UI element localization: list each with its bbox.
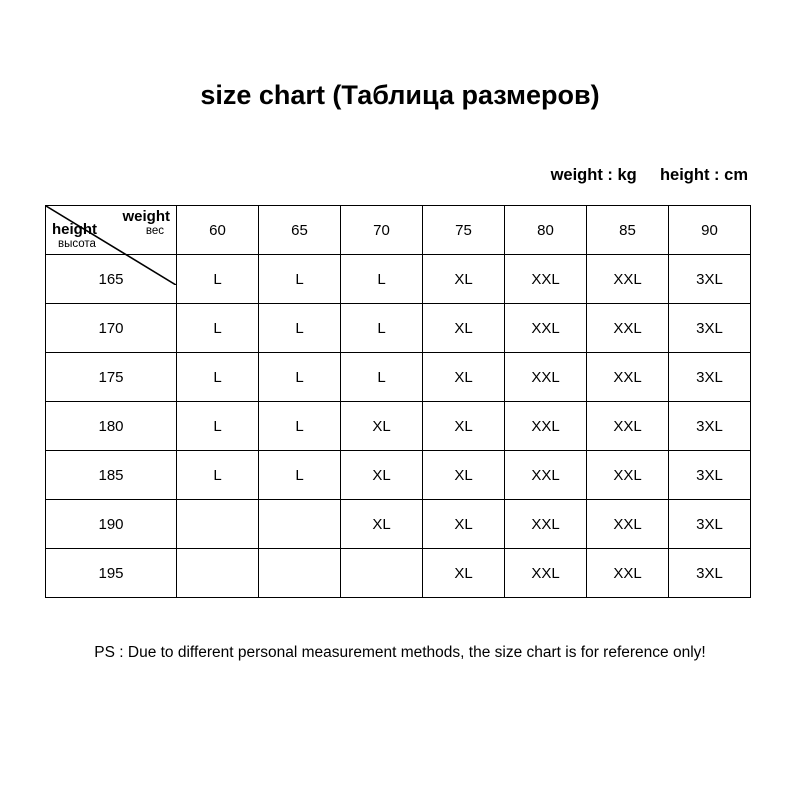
cell-185-70: XL xyxy=(341,451,423,500)
cell-195-90: 3XL xyxy=(669,549,751,598)
row-header-height-165: 165 xyxy=(46,255,177,304)
units-weight-label: weight xyxy=(550,166,603,184)
cell-165-70: L xyxy=(341,255,423,304)
row-header-height-185: 185 xyxy=(46,451,177,500)
cell-165-90: 3XL xyxy=(669,255,751,304)
cell-175-65: L xyxy=(259,353,341,402)
corner-inner xyxy=(46,206,176,254)
cell-195-60 xyxy=(177,549,259,598)
cell-175-60: L xyxy=(177,353,259,402)
row-header-height-190: 190 xyxy=(46,500,177,549)
cell-185-75: XL xyxy=(423,451,505,500)
table-header-row xyxy=(46,206,751,255)
cell-195-80: XXL xyxy=(505,549,587,598)
units-legend xyxy=(551,166,748,185)
cell-175-80: XXL xyxy=(505,353,587,402)
cell-170-75: XL xyxy=(423,304,505,353)
cell-175-75: XL xyxy=(423,353,505,402)
cell-175-90: 3XL xyxy=(669,353,751,402)
cell-195-70 xyxy=(341,549,423,598)
cell-170-65: L xyxy=(259,304,341,353)
footnote-text: PS : Due to different personal measurement methods, the size chart is for reference only! xyxy=(94,644,706,661)
units-height-unit: cm xyxy=(724,166,748,184)
cell-180-60: L xyxy=(177,402,259,451)
table-row xyxy=(46,549,751,598)
corner-height-label xyxy=(52,222,97,250)
cell-190-90: 3XL xyxy=(669,500,751,549)
units-height-colon: : xyxy=(714,166,720,184)
cell-165-65: L xyxy=(259,255,341,304)
table-row xyxy=(46,500,751,549)
cell-170-80: XXL xyxy=(505,304,587,353)
cell-185-80: XXL xyxy=(505,451,587,500)
corner-height-ru: высота xyxy=(58,237,96,250)
size-chart-table xyxy=(45,205,751,598)
cell-180-65: L xyxy=(259,402,341,451)
units-weight-colon: : xyxy=(607,166,613,184)
cell-185-65: L xyxy=(259,451,341,500)
cell-185-60: L xyxy=(177,451,259,500)
cell-190-70: XL xyxy=(341,500,423,549)
row-header-height-175: 175 xyxy=(46,353,177,402)
cell-180-75: XL xyxy=(423,402,505,451)
units-height-label: height xyxy=(659,166,710,184)
page-title: size chart (Таблица размеров) xyxy=(200,80,600,110)
column-header-weight-80: 80 xyxy=(505,206,587,255)
cell-165-60: L xyxy=(177,255,259,304)
cell-190-75: XL xyxy=(423,500,505,549)
table-row xyxy=(46,451,751,500)
row-header-height-180: 180 xyxy=(46,402,177,451)
cell-175-85: XXL xyxy=(587,353,669,402)
table-row xyxy=(46,304,751,353)
column-header-weight-85: 85 xyxy=(587,206,669,255)
cell-190-80: XXL xyxy=(505,500,587,549)
cell-190-85: XXL xyxy=(587,500,669,549)
table-row xyxy=(46,402,751,451)
corner-weight-en: weight xyxy=(122,208,170,225)
cell-170-60: L xyxy=(177,304,259,353)
cell-165-80: XXL xyxy=(505,255,587,304)
corner-height-en: height xyxy=(52,221,97,239)
column-header-weight-90: 90 xyxy=(669,206,751,255)
cell-170-85: XXL xyxy=(587,304,669,353)
cell-180-70: XL xyxy=(341,402,423,451)
cell-180-80: XXL xyxy=(505,402,587,451)
column-header-weight-70: 70 xyxy=(341,206,423,255)
cell-195-75: XL xyxy=(423,549,505,598)
cell-180-90: 3XL xyxy=(669,402,751,451)
cell-185-85: XXL xyxy=(587,451,669,500)
units-weight-unit: kg xyxy=(617,166,637,184)
cell-170-90: 3XL xyxy=(669,304,751,353)
row-header-height-170: 170 xyxy=(46,304,177,353)
cell-165-85: XXL xyxy=(587,255,669,304)
cell-195-85: XXL xyxy=(587,549,669,598)
cell-165-75: XL xyxy=(423,255,505,304)
cell-180-85: XXL xyxy=(587,402,669,451)
corner-weight-ru: вес xyxy=(145,224,164,237)
cell-190-60 xyxy=(177,500,259,549)
axis-corner-cell xyxy=(46,206,177,255)
column-header-weight-60: 60 xyxy=(177,206,259,255)
corner-weight-label xyxy=(123,209,171,237)
row-header-height-195: 195 xyxy=(46,549,177,598)
column-header-weight-75: 75 xyxy=(423,206,505,255)
cell-195-65 xyxy=(259,549,341,598)
cell-170-70: L xyxy=(341,304,423,353)
table-row xyxy=(46,353,751,402)
cell-185-90: 3XL xyxy=(669,451,751,500)
cell-190-65 xyxy=(259,500,341,549)
column-header-weight-65: 65 xyxy=(259,206,341,255)
cell-175-70: L xyxy=(341,353,423,402)
